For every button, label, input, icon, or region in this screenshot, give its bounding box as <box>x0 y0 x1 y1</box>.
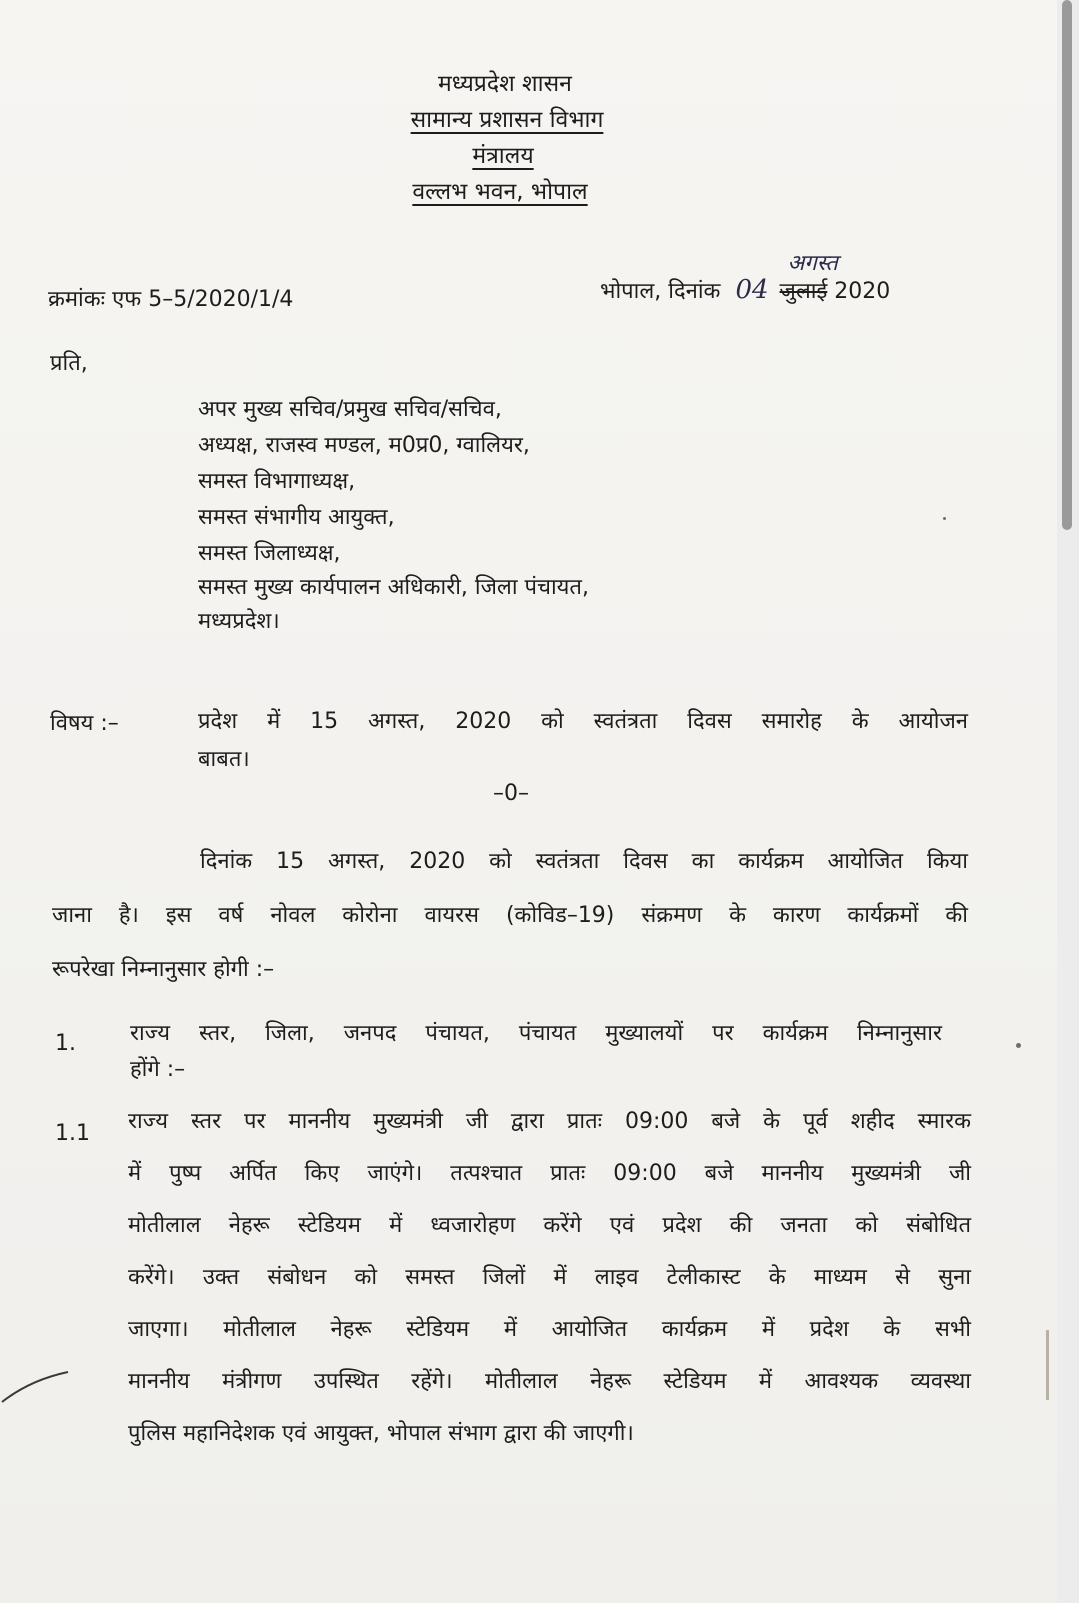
point-text: में पुष्प अर्पित किए जाएंगे। तत्पश्चात प्रातः 09:00 बजे माननीय मुख्यमंत्री जी <box>128 1161 971 1186</box>
ink-dot <box>1016 1043 1021 1048</box>
point-number: 1. <box>55 1031 76 1056</box>
ministry-title: मंत्रालय <box>472 143 534 169</box>
addressee-line: समस्त मुख्य कार्यपालन अधिकारी, जिला पंचायत, <box>198 575 589 600</box>
intro-line-3: रूपरेखा निम्नानुसार होगी :– <box>52 957 275 982</box>
salutation: प्रति, <box>50 351 88 376</box>
date-line <box>600 251 891 306</box>
department-title: सामान्य प्रशासन विभाग <box>410 107 604 133</box>
point-text: राज्य स्तर, जिला, जनपद पंचायत, पंचायत मुख्यालयों पर कार्यक्रम निम्नानुसार <box>130 1021 942 1046</box>
ink-dot <box>943 517 946 520</box>
month-group <box>779 251 838 306</box>
address-title: वल्लभ भवन, भोपाल <box>412 179 588 205</box>
point-text: होंगे :– <box>130 1057 186 1082</box>
point-text: राज्य स्तर पर माननीय मुख्यमंत्री जी द्वारा प्रातः 09:00 बजे के पूर्व शहीद स्मारक <box>128 1109 971 1134</box>
addressee-line: समस्त विभागाध्यक्ष, <box>198 469 356 494</box>
addressee-line: समस्त जिलाध्यक्ष, <box>198 541 341 566</box>
intro-line-2: जाना है। इस वर्ष नोवल कोरोना वायरस (कोविड–19) संक्रमण के कारण कार्यक्रमों की <box>52 903 968 928</box>
separator: –0– <box>493 781 529 806</box>
addressee-line: समस्त संभागीय आयुक्त, <box>198 505 395 530</box>
handwritten-day: 04 <box>735 275 769 305</box>
point-text: जाएगा। मोतीलाल नेहरू स्टेडियम में आयोजित कार्यक्रम में प्रदेश के सभी <box>128 1317 971 1342</box>
pen-stroke-mark <box>0 1360 80 1410</box>
govt-title: मध्यप्रदेश शासन <box>438 71 572 97</box>
addressee-line: मध्यप्रदेश। <box>198 609 280 634</box>
addressee-line: अपर मुख्य सचिव/प्रमुख सचिव/सचिव, <box>198 397 502 422</box>
point-text: करेंगे। उक्त संबोधन को समस्त जिलों में लाइव टेलीकास्ट के माध्यम से सुना <box>128 1265 971 1290</box>
intro-line-1: दिनांक 15 अगस्त, 2020 को स्वतंत्रता दिवस का कार्यक्रम आयोजित किया <box>200 849 968 874</box>
subject-label: विषय :– <box>50 711 119 736</box>
edge-shadow <box>1046 1330 1049 1400</box>
scrollbar-thumb[interactable] <box>1062 0 1072 530</box>
point-text: माननीय मंत्रीगण उपस्थित रहेंगे। मोतीलाल नेहरू स्टेडियम में आवश्यक व्यवस्था <box>128 1369 971 1394</box>
year: 2020 <box>834 279 891 304</box>
point-text: पुलिस महानिदेशक एवं आयुक्त, भोपाल संभाग द्वारा की जाएगी। <box>128 1421 634 1446</box>
reference-number: क्रमांकः एफ 5–5/2020/1/4 <box>48 287 294 312</box>
addressee-line: अध्यक्ष, राजस्व मण्डल, म0प्र0, ग्वालियर, <box>198 433 530 458</box>
subject-line-1: प्रदेश में 15 अगस्त, 2020 को स्वतंत्रता दिवस समारोह के आयोजन <box>198 709 968 734</box>
date-prefix: भोपाल, दिनांक <box>600 279 721 304</box>
subject-line-2: बाबत। <box>198 747 250 772</box>
struck-month: जुलाई <box>779 279 828 304</box>
handwritten-month: अगस्त <box>787 251 838 276</box>
point-text: मोतीलाल नेहरू स्टेडियम में ध्वजारोहण करेंगे एवं प्रदेश की जनता को संबोधित <box>128 1213 971 1238</box>
point-number: 1.1 <box>55 1121 90 1146</box>
scrollbar-track[interactable] <box>1057 0 1079 1603</box>
